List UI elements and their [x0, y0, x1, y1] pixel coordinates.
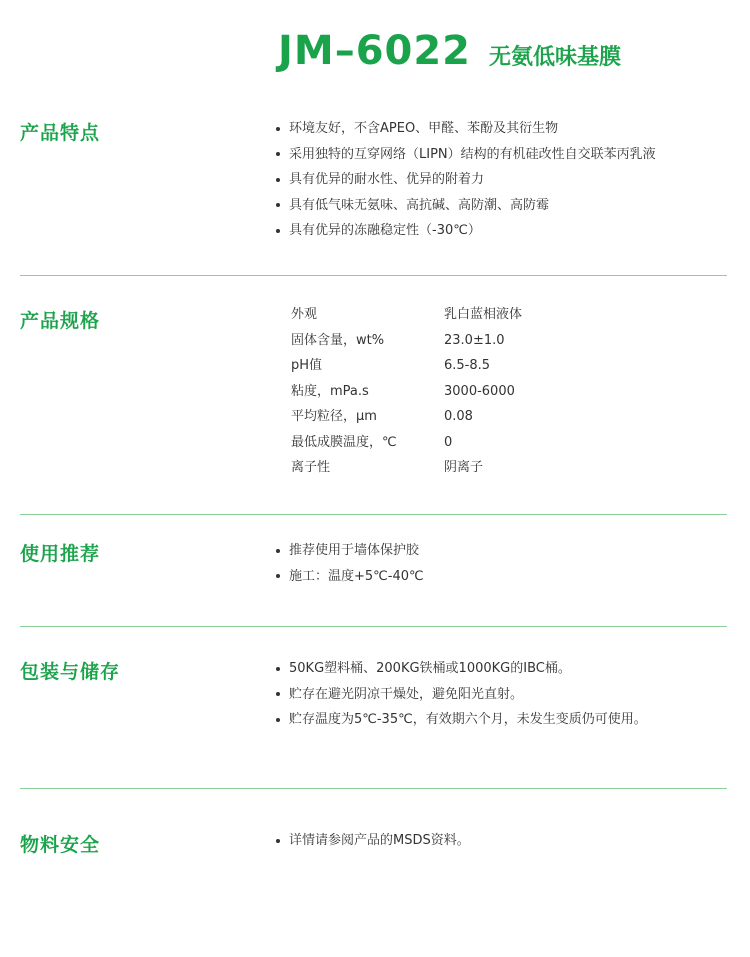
bullet-icon — [276, 229, 280, 233]
spec-value: 阴离子 — [444, 460, 484, 475]
spec-value: 0 — [444, 434, 453, 450]
list-item — [276, 707, 647, 733]
features-item-text: 环境友好，不含APEO、甲醛、苯酚及其衍生物 — [289, 121, 559, 136]
product-model: JM–6022 — [278, 28, 472, 74]
features-item-text: 具有低气味无氨味、高抗碱、高防潮、高防霉 — [289, 197, 550, 213]
table-row — [291, 328, 522, 354]
table-row — [291, 353, 522, 379]
safety-title: 物料安全 — [20, 834, 101, 856]
spec-property: 平均粒径，μm — [291, 409, 377, 424]
section-divider — [20, 275, 727, 276]
spec-table — [291, 302, 522, 481]
list-item — [276, 167, 656, 193]
features-item-text: 采用独特的互穿网络（LIPN）结构的有机硅改性自交联苯丙乳液 — [289, 146, 656, 162]
table-row — [291, 379, 522, 405]
spec-property: 外观 — [291, 307, 318, 322]
bullet-icon — [276, 667, 280, 671]
list-item — [276, 116, 656, 142]
section-divider — [20, 788, 727, 789]
table-row — [291, 302, 522, 328]
spec-property: 粘度，mPa.s — [291, 383, 369, 399]
usage-item-text: 推荐使用于墙体保护胶 — [289, 543, 420, 558]
spec-property: pH值 — [291, 358, 323, 373]
list-item — [276, 538, 424, 564]
bullet-icon — [276, 574, 280, 578]
spec-value: 6.5-8.5 — [444, 358, 491, 373]
spec-property: 固体含量，wt% — [291, 332, 385, 348]
spec-property: 最低成膜温度，℃ — [291, 434, 397, 450]
document-header — [278, 26, 621, 83]
spec-value: 0.08 — [444, 409, 473, 424]
spec-value: 23.0±1.0 — [444, 332, 505, 348]
bullet-icon — [276, 127, 280, 131]
bullet-icon — [276, 203, 280, 207]
safety-item-text: 详情请参阅产品的MSDS资料。 — [289, 833, 470, 848]
table-row — [291, 430, 522, 456]
list-item — [276, 218, 656, 244]
section-divider — [20, 514, 727, 515]
bullet-icon — [276, 839, 280, 843]
safety-list — [276, 828, 470, 854]
packaging-item-text: 50KG塑料桶、200KG铁桶或1000KG的IBC桶。 — [289, 661, 571, 676]
bullet-icon — [276, 178, 280, 182]
list-item — [276, 828, 470, 854]
product-name: 无氨低味基膜 — [489, 45, 622, 70]
packaging-list — [276, 656, 647, 733]
packaging-item-text: 贮存温度为5℃-35℃，有效期六个月，未发生变质仍可使用。 — [289, 712, 647, 727]
usage-item-text: 施工：温度+5℃-40℃ — [289, 568, 424, 584]
features-title: 产品特点 — [20, 122, 101, 144]
table-row — [291, 404, 522, 430]
packaging-item-text: 贮存在避光阴凉干燥处，避免阳光直射。 — [289, 686, 524, 702]
bullet-icon — [276, 718, 280, 722]
list-item — [276, 564, 424, 590]
list-item — [276, 656, 647, 682]
features-list — [276, 116, 656, 244]
features-item-text: 具有优异的耐水性、优异的附着力 — [289, 172, 485, 187]
bullet-icon — [276, 152, 280, 156]
spec-value: 3000-6000 — [444, 383, 515, 399]
section-divider — [20, 626, 727, 627]
spec-value: 乳白蓝相液体 — [444, 307, 523, 322]
packaging-title: 包装与储存 — [20, 661, 121, 683]
specs-title: 产品规格 — [20, 310, 101, 332]
list-item — [276, 193, 656, 219]
usage-title: 使用推荐 — [20, 543, 101, 565]
features-item-text: 具有优异的冻融稳定性（-30℃） — [289, 223, 481, 238]
usage-list — [276, 538, 424, 589]
list-item — [276, 682, 647, 708]
bullet-icon — [276, 549, 280, 553]
table-row — [291, 455, 522, 481]
spec-property: 离子性 — [291, 460, 331, 475]
list-item — [276, 142, 656, 168]
bullet-icon — [276, 692, 280, 696]
